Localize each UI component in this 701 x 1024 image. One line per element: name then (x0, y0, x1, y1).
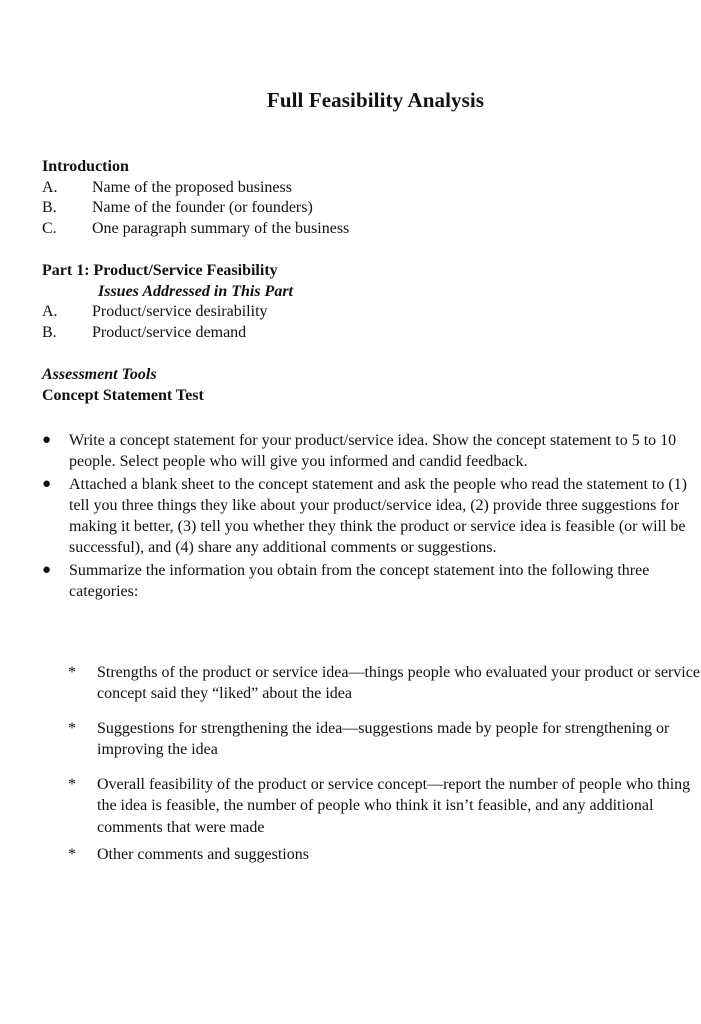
asterisk-icon: * (68, 720, 76, 737)
list-text: Product/service demand (92, 323, 247, 341)
category-item (68, 774, 700, 838)
introduction-heading: Introduction (42, 158, 129, 175)
asterisk-icon: * (68, 776, 76, 793)
list-item (42, 198, 349, 219)
list-letter: B. (42, 323, 57, 341)
list-item (42, 178, 349, 199)
list-letter: C. (42, 219, 57, 237)
bullet-icon: ● (42, 561, 52, 578)
bullet-item (42, 474, 701, 559)
part1-subheading: Issues Addressed in This Part (98, 282, 293, 300)
bullet-item (42, 430, 701, 473)
list-letter: A. (42, 303, 58, 320)
category-text: Other comments and suggestions (97, 846, 309, 863)
list-item (42, 323, 293, 344)
list-item (42, 302, 293, 323)
bullet-list (42, 430, 701, 603)
category-item (68, 718, 700, 761)
page-title: Full Feasibility Analysis (266, 88, 485, 112)
concept-test-heading: Concept Statement Test (42, 386, 204, 404)
bullet-icon: ● (42, 475, 52, 492)
list-item (42, 219, 349, 240)
list-letter: A. (42, 178, 58, 196)
category-text: Strengths of the product or service idea—things people who evaluated your product or service concept said they “liked” about the idea (97, 664, 700, 703)
list-text: Name of the proposed business (92, 178, 292, 196)
category-text: Overall feasibility of the product or service concept—report the number of people who thing the idea is feasible, the number of people who think it isn’t feasible, and any additional comments that were made (97, 776, 691, 836)
assessment-section (42, 365, 204, 406)
list-text: Product/service desirability (92, 303, 268, 320)
category-text: Suggestions for strengthening the idea—suggestions made by people for strengthening or improving the idea (97, 720, 670, 759)
list-text: One paragraph summary of the business (92, 219, 350, 237)
assessment-heading: Assessment Tools (42, 366, 157, 383)
part1-heading: Part 1: Product/Service Feasibility (42, 262, 278, 279)
introduction-section (42, 157, 349, 239)
category-item (68, 844, 700, 865)
list-text: Name of the founder (or founders) (92, 199, 313, 216)
bullet-text: Attached a blank sheet to the concept statement and ask the people who read the statement to (1) tell you three things they like about your product/service idea, (2) provide three suggestions for making it better, (3) tell you whether they think the product or service idea is feasible (or will be successful), and (4) share any additional comments or suggestions. (69, 475, 687, 557)
list-letter: B. (42, 199, 57, 216)
bullet-text: Summarize the information you obtain from the concept statement into the following three categories: (69, 561, 650, 601)
bullet-item (42, 560, 701, 603)
category-item (68, 662, 700, 705)
part1-section (42, 261, 293, 343)
asterisk-icon: * (68, 846, 76, 863)
bullet-text: Write a concept statement for your product/service idea. Show the concept statement to 5 to 10 people. Select people who will give you informed and candid feedback. (69, 432, 677, 471)
asterisk-icon: * (68, 664, 76, 681)
bullet-icon: ● (42, 432, 52, 448)
